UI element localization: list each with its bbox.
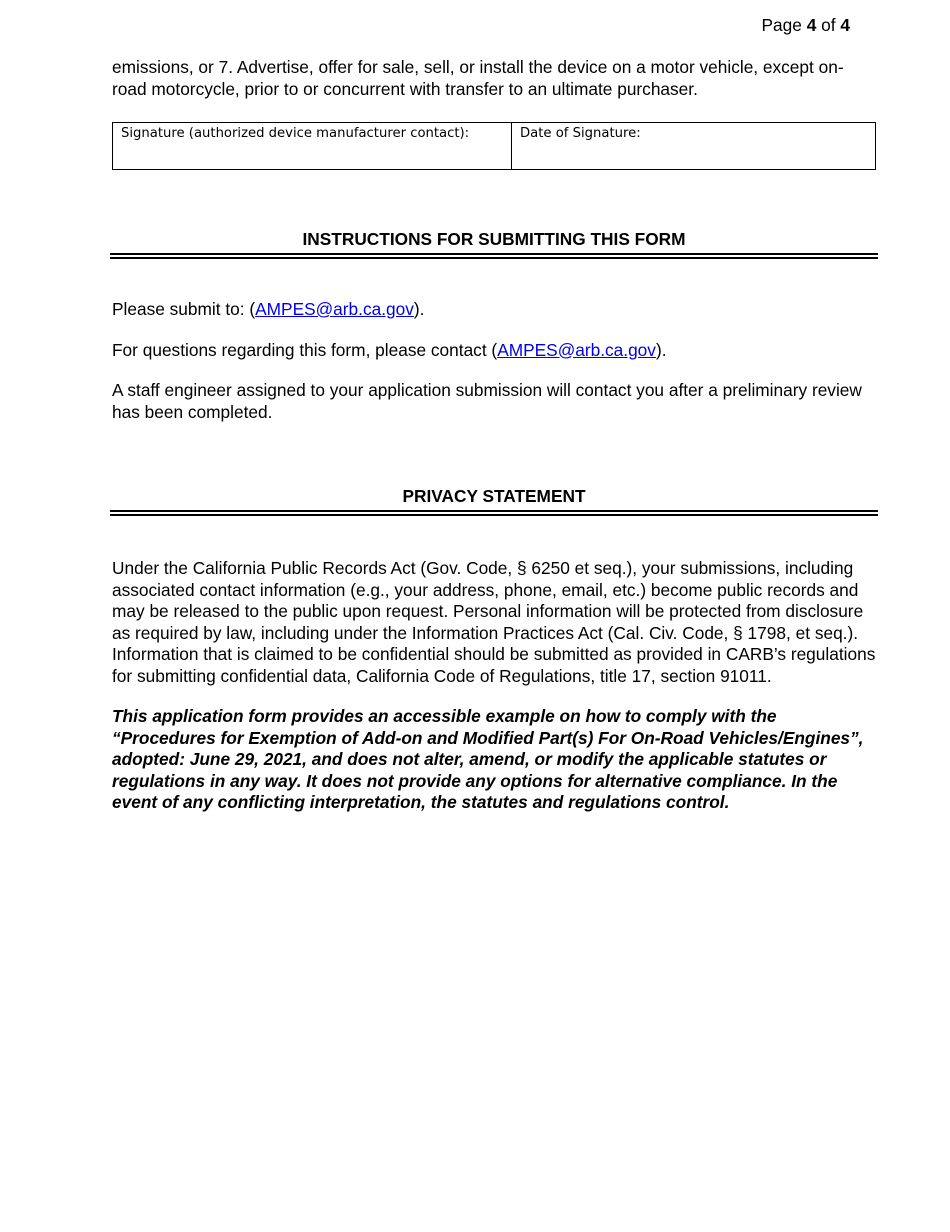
questions-email-link[interactable]: AMPES@arb.ca.gov bbox=[497, 339, 656, 360]
page-content bbox=[112, 57, 876, 814]
submit-suffix: ). bbox=[413, 299, 425, 319]
questions-prefix: For questions regarding this form, please contact ( bbox=[112, 339, 498, 360]
submit-prefix: Please submit to: ( bbox=[112, 299, 256, 319]
privacy-paragraph: Under the California Public Records Act (Gov. Code, § 6250 et seq.), your submissions, including associated contact information (e.g., your address, phone, email, etc.) become public records and may be released to the public upon request. Personal information will be protected from disclosure as required by law, including under the Information Practices Act (Cal. Civ. Code, § 1798, et seq.). Information that is claimed to be confidential should be submitted as provided in CARB’s regulations for submitting confidential data, California Code of Regulations, title 17, section 91011. bbox=[112, 558, 876, 686]
intro-paragraph: emissions, or 7. Advertise, offer for sale, sell, or install the device on a motor vehicle, except on-road motorcycle, prior to or concurrent with transfer to an ultimate purchaser. bbox=[112, 57, 844, 99]
questions-suffix: ). bbox=[655, 339, 667, 360]
disclaimer-paragraph: This application form provides an accessible example on how to comply with the “Procedures for Exemption of Add-on and Modified Part(s) For On-Road Vehicles/Engines”, adopted: June 29, 2021, and does not alter, amend, or modify the applicable statutes or regulations in any way. It does not provide any options for alternative compliance. In the event of any conflicting interpretation, the statutes and regulations control. bbox=[112, 706, 864, 812]
date-of-signature-cell[interactable] bbox=[512, 123, 876, 170]
submit-email-link[interactable]: AMPES@arb.ca.gov bbox=[255, 299, 414, 319]
privacy-heading: PRIVACY STATEMENT bbox=[110, 485, 878, 516]
questions-paragraph bbox=[112, 340, 876, 362]
page-label: Page bbox=[761, 15, 802, 35]
staff-engineer-paragraph: A staff engineer assigned to your application submission will contact you after a preliminary review has been completed. bbox=[112, 380, 862, 422]
signature-row bbox=[113, 123, 876, 170]
page-of: of bbox=[821, 15, 836, 35]
instructions-heading: INSTRUCTIONS FOR SUBMITTING THIS FORM bbox=[110, 228, 878, 259]
page-current: 4 bbox=[806, 15, 817, 35]
signature-cell[interactable] bbox=[113, 123, 512, 170]
page-total: 4 bbox=[840, 15, 850, 35]
submit-paragraph bbox=[112, 299, 876, 321]
signature-label: Signature (authorized device manufacturer contact): bbox=[121, 126, 470, 141]
signature-table bbox=[112, 122, 876, 170]
date-of-signature-label: Date of Signature: bbox=[520, 126, 641, 141]
page-number bbox=[762, 14, 850, 36]
